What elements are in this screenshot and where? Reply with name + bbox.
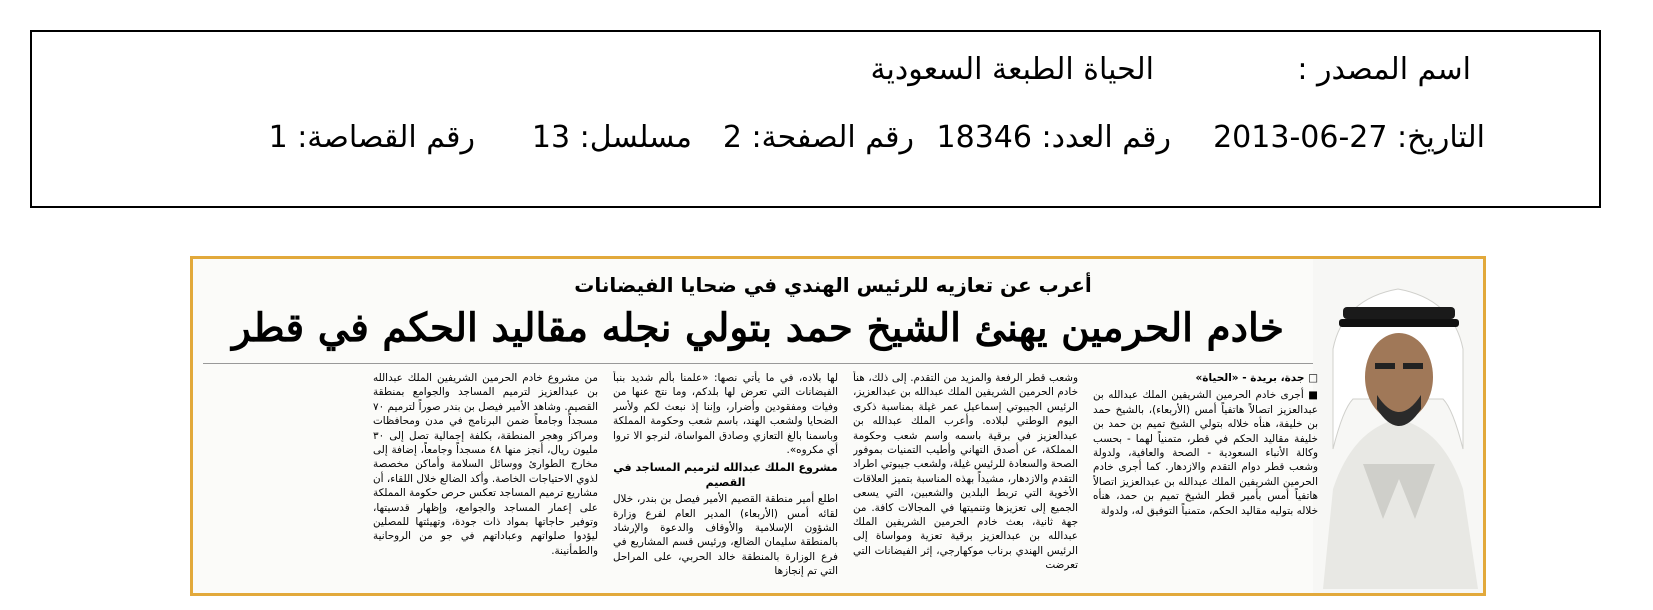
article-column-1 bbox=[1093, 371, 1318, 587]
column-3-text-a: لها بلاده، في ما يأتي نصها: «علمنا بألم شديد بنبأ الفيضانات التي تعرض لها بلدكم، وما نتج عنها من وفيات ومفقودين وأضرار، وإننا إذ نبعث لكم ولأسر الضحايا ولشعب الهند، باسم شعب وحكومة المملكة وباسمنا بالغ التعازي وصادق المواساة، لنرجو الا تروا أي مكروه». bbox=[613, 372, 838, 457]
date-field: التاريخ: 27-06-2013 bbox=[1213, 120, 1485, 155]
article-column-4 bbox=[373, 371, 598, 587]
source-label: اسم المصدر : bbox=[1297, 52, 1471, 87]
issue-number-field: رقم العدد: 18346 bbox=[936, 120, 1171, 155]
headline-divider bbox=[203, 363, 1313, 364]
column-2-text: وشعب قطر الرفعة والمزيد من التقدم. إلى ذلك، هنأ خادم الحرمين الشريفين الملك عبدالله بن عبدالعزيز، الرئيس الجيبوتي إسماعيل عمر غيلة بمناسبة ذكرى اليوم الوطني لبلاده. وأعرب الملك عبدالله بن عبدالعزيز في برقية باسمه واسم شعب وحكومة المملكة، عن أصدق التهاني وأطيب التمنيات بموفور الصحة والسعادة للرئيس غيلة، ولشعب جيبوتي اطراد التقدم والازدهار، مشيداً بهذه المناسبة بتميز العلاقات الأخوية التي تربط البلدين والشعبين، التي يسعى الجميع إلى تعزيزها وتنميتها في المجالات كافة. من جهة ثانية، بعث خادم الحرمين الشريفين الملك عبدالله بن عبدالعزيز برقية تعزية ومواساة إلى الرئيس الهندي برناب موكهارجي، إثر الفيضانات التي تعرضت bbox=[853, 372, 1078, 572]
column-1-text: ■ أجرى خادم الحرمين الشريفين الملك عبدالله بن عبدالعزيز اتصالاً هاتفياً أمس (الأربعاء)، بالشيخ حمد بن خليفة، هنأه خلاله بتولي الشيخ تميم بن حمد بن خليفة مقاليد الحكم في قطر، متمنياً لهما - بحسب وكالة الأنباء السعودية - الصحة والعافية، ولدولة وشعب قطر دوام التقدم والازدهار. كما أجرى خادم الحرمين الشريفين الملك عبدالله بن عبدالعزيز اتصالاً هاتفياً أمس بأمير قطر الشيخ تميم بن حمد، هنأه خلاله بتوليه مقاليد الحكم، متمنياً التوفيق له، ولدولة bbox=[1093, 389, 1318, 517]
source-value: الحياة الطبعة السعودية bbox=[870, 52, 1154, 87]
article-kicker: أعرب عن تعازيه للرئيس الهندي في ضحايا الفيضانات bbox=[574, 273, 1092, 297]
article-byline: □ جدة، بريدة - «الحياة» bbox=[1195, 372, 1318, 384]
clipping-metadata-box bbox=[30, 30, 1601, 208]
serial-field: مسلسل: 13 bbox=[531, 120, 692, 155]
column-4-text: من مشروع خادم الحرمين الشريفين الملك عبدالله بن عبدالعزيز لترميم المساجد والجوامع بمنطقة القصيم. وشاهد الأمير فيصل بن بندر صوراً لترميم ٧٠ مسجداً وجامعاً ضمن البرنامج في مدن ومحافظات ومراكز وهجر المنطقة، بكلفة إجمالية تصل إلى ٣٠ مليون ريال، أنجز منها ٤٨ مسجداً وجامعاً، إضافة إلى مخارج الطوارئ ووسائل السلامة وأماكن مخصصة لذوي الاحتياجات الخاصة. وأكد الضالع خلال اللقاء، أن مشاريع ترميم المساجد تعكس حرص حكومة المملكة على إعمار المساجد والجوامع، وإظهار قدسيتها، وتوفير حاجاتها بمواد ذات جودة، وتهيئتها للمصلين ليؤدوا صلواتهم وعباداتهم في جو من الروحانية والطمأنينة. bbox=[373, 372, 598, 557]
clip-number-field: رقم القصاصة: 1 bbox=[268, 120, 475, 155]
column-3-text-b: اطلع أمير منطقة القصيم الأمير فيصل بن بندر، خلال لقائه أمس (الأربعاء) المدير العام لفرع وزارة الشؤون الإسلامية والأوقاف والدعوة والإرشاد بالمنطقة سليمان الضالع، ورئيس قسم المشاريع في فرع الوزارة بالمنطقة خالد الحربي، على المراحل التي تم إنجازها bbox=[613, 493, 838, 578]
newspaper-clipping bbox=[190, 256, 1486, 596]
article-column-3 bbox=[613, 371, 838, 587]
portrait-photo bbox=[1313, 259, 1483, 593]
article-subhead: مشروع الملك عبدالله لترميم المساجد في القصيم bbox=[613, 461, 838, 489]
page-number-field: رقم الصفحة: 2 bbox=[722, 120, 914, 155]
article-headline: خادم الحرمين يهنئ الشيخ حمد بتولي نجله مقاليد الحكم في قطر bbox=[231, 305, 1285, 351]
article-column-2 bbox=[853, 371, 1078, 587]
